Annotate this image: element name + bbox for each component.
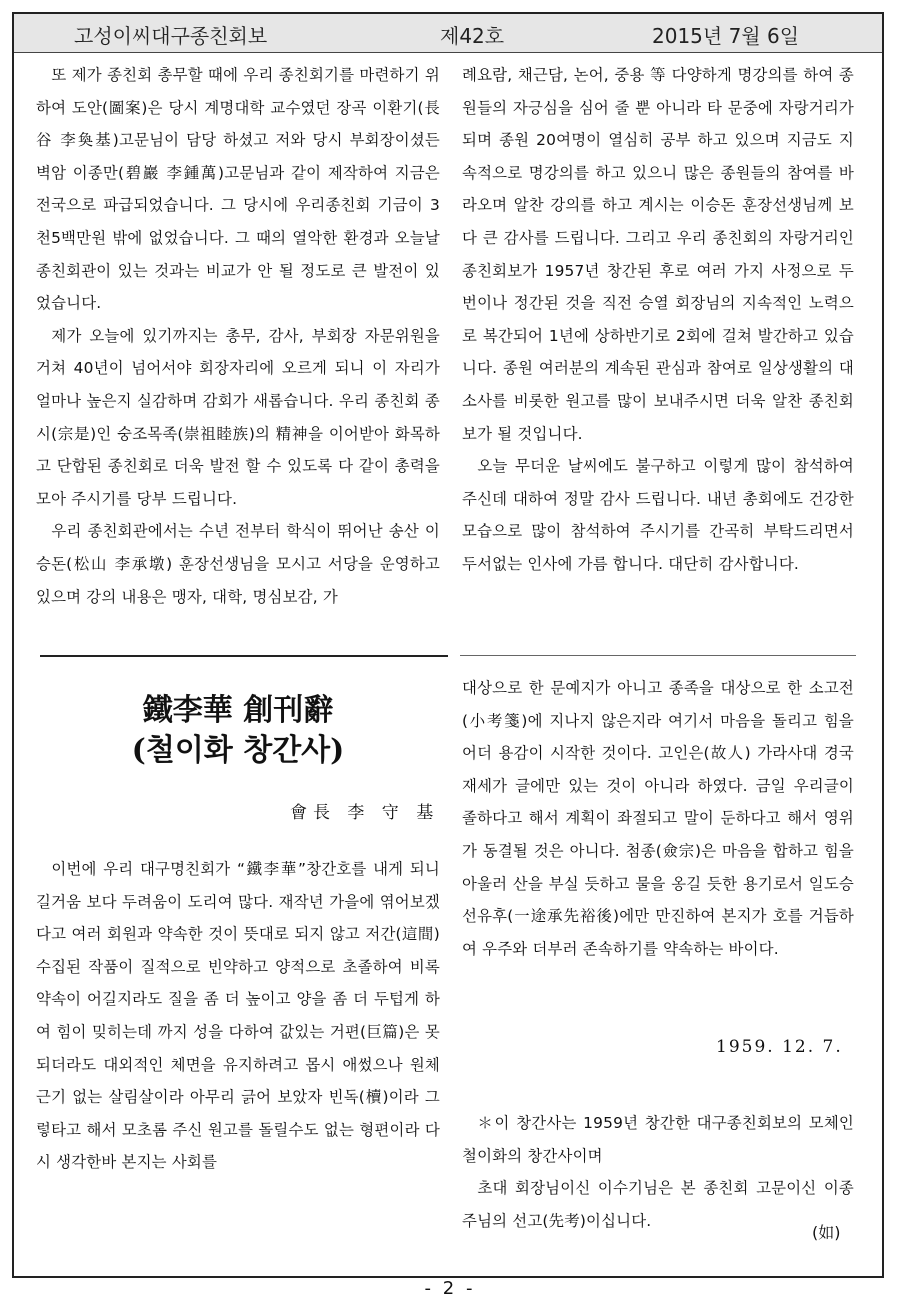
section-divider	[460, 655, 856, 656]
article-author: 會長 李 守 基	[290, 803, 440, 823]
note-end-mark: (如)	[812, 1223, 841, 1242]
paragraph: 또 제가 종친회 총무할 때에 우리 종친회기를 마련하기 위하여 도안(圖案)은 당시 계명대학 교수였던 장곡 이환기(長谷 李奐基)고문님이 담당 하셨고 저와 당시 부회장이셨든 벽암 이종만(碧巖 李鍾萬)고문님과 같이 제작하여 지금은 전국으로 파급되었습니다. 그 당시에 우리종친회 기금이 3천5백만원 밖에 없었습니다. 그 때의 열악한 환경과 오늘날 종친회관이 있는 것과는 비교가 안 될 정도로 큰 발전이 있었습니다.	[36, 66, 440, 313]
paragraph: 우리 종친회관에서는 수년 전부터 학식이 뛰어난 송산 이승돈(松山 李承墩) 훈장선생님을 모시고 서당을 운영하고 있으며 강의 내용은 맹자, 대학, 명심보감, 가	[36, 522, 440, 606]
newsletter-header	[14, 14, 882, 53]
paragraph: 오늘 무더운 날씨에도 불구하고 이렇게 많이 참석하여 주신데 대하여 정말 감사 드립니다. 내년 총회에도 건강한 모습으로 많이 참석하여 주시기를 간곡히 부탁드리면서 두서없는 인사에 가름 합니다. 대단히 감사합니다.	[462, 457, 854, 573]
paragraph: 대상으로 한 문예지가 아니고 종족을 대상으로 한 소고전(小考箋)에 지나지 않은지라 여기서 마음을 돌리고 힘을 어더 용감이 시작한 것이다. 고인은(故人) 가라사대 경국재세가 글에만 있는 것이 아니라 하였다. 금일 우리글이 졸하다고 해서 계획이 좌절되고 말이 둔하다고 해서 영위가 동결될 것은 아니다. 첨종(僉宗)은 마음을 합하고 힘을 아울러 산을 부실 듯하고 물을 옹길 듯한 용기로서 일도승선유후(一途承先裕後)에만 만진하여 본지가 호를 거듭하여 우주와 더부러 존속하기를 약속하는 바이다.	[462, 679, 854, 958]
editor-note	[462, 1107, 854, 1237]
article-column-right	[462, 672, 854, 965]
article-column-left	[36, 853, 440, 1179]
note-line: 초대 회장님이신 이수기님은 본 종친회 고문이신 이종주님의 선고(先考)이십니다.	[462, 1179, 854, 1230]
article-date: 1959. 12. 7.	[716, 1037, 843, 1057]
note-line: ＊이 창간사는 1959년 창간한 대구종친회보의 모체인 철이화의 창간사이며	[462, 1114, 854, 1165]
speech-column-right	[462, 59, 854, 581]
paragraph: 이번에 우리 대구명친회가 “鐵李華”창간호를 내게 되니 길거움 보다 두려움이 도리여 많다. 재작년 가을에 엮어보겠다고 여러 회원과 약속한 것이 뜻대로 되지 않고 저간(這間) 수집된 작품이 질적으로 빈약하고 양적으로 초졸하여 비록 약속이 어길지라도 질을 좀 더 높이고 양을 좀 더 두텁게 하여 힘이 밎히는데 까지 성을 다하여 값있는 거편(巨篇)은 못 되더라도 대외적인 체면을 유지하려고 몹시 애썼으나 원체 근기 없는 살림살이라 아무리 긁어 보았자 빈독(櫝)이라 그렇타고 해서 모초롬 주신 원고를 돌릴수도 없는 형편이라 다시 생각한바 본지는 사회를	[36, 860, 440, 1172]
issue-date: 2015년 7월 6일	[652, 24, 800, 48]
issue-number: 제42호	[440, 24, 505, 48]
page-number: - 2 -	[424, 1278, 476, 1299]
article-title-hangul: (철이화 창간사)	[131, 733, 345, 768]
paragraph: 례요람, 채근담, 논어, 중용 等 다양하게 명강의를 하여 종원들의 자긍심을 심어 줄 뿐 아니라 타 문중에 자랑거리가 되며 종원 20여명이 열심히 공부 하고 있으며 지금도 지속적으로 명강의를 하고 있으니 많은 종원들의 참여를 바라오며 알찬 강의를 하고 계시는 이승돈 훈장선생님께 보다 큰 감사를 드립니다. 그리고 우리 종친회의 자랑거리인 종친회보가 1957년 창간된 후로 여러 가지 사정으로 두 번이나 정간된 것을 직전 승열 회장님의 지속적인 노력으로 복간되어 1년에 상하반기로 2회에 걸쳐 발간하고 있습니다. 종원 여러분의 계속된 관심과 참여로 일상생활의 대소사를 비롯한 원고를 많이 보내주시면 더욱 알찬 종친회보가 될 것입니다.	[462, 66, 854, 443]
speech-column-left	[36, 59, 440, 613]
section-divider	[40, 655, 448, 657]
paragraph: 제가 오늘에 있기까지는 총무, 감사, 부회장 자문위원을 거쳐 40년이 넘어서야 회장자리에 오르게 되니 이 자리가 얼마나 높은지 실감하며 감회가 새롭습니다. 우리 종친회 종시(宗是)인 숭조목족(崇祖睦族)의 精神을 이어받아 화목하고 단합된 종친회로 더욱 발전 할 수 있도록 다 같이 총력을 모아 주시기를 당부 드립니다.	[36, 326, 440, 508]
article-title-hanja: 鐵李華 創刊辭	[142, 693, 334, 728]
newsletter-title: 고성이씨대구종친회보	[74, 24, 268, 48]
